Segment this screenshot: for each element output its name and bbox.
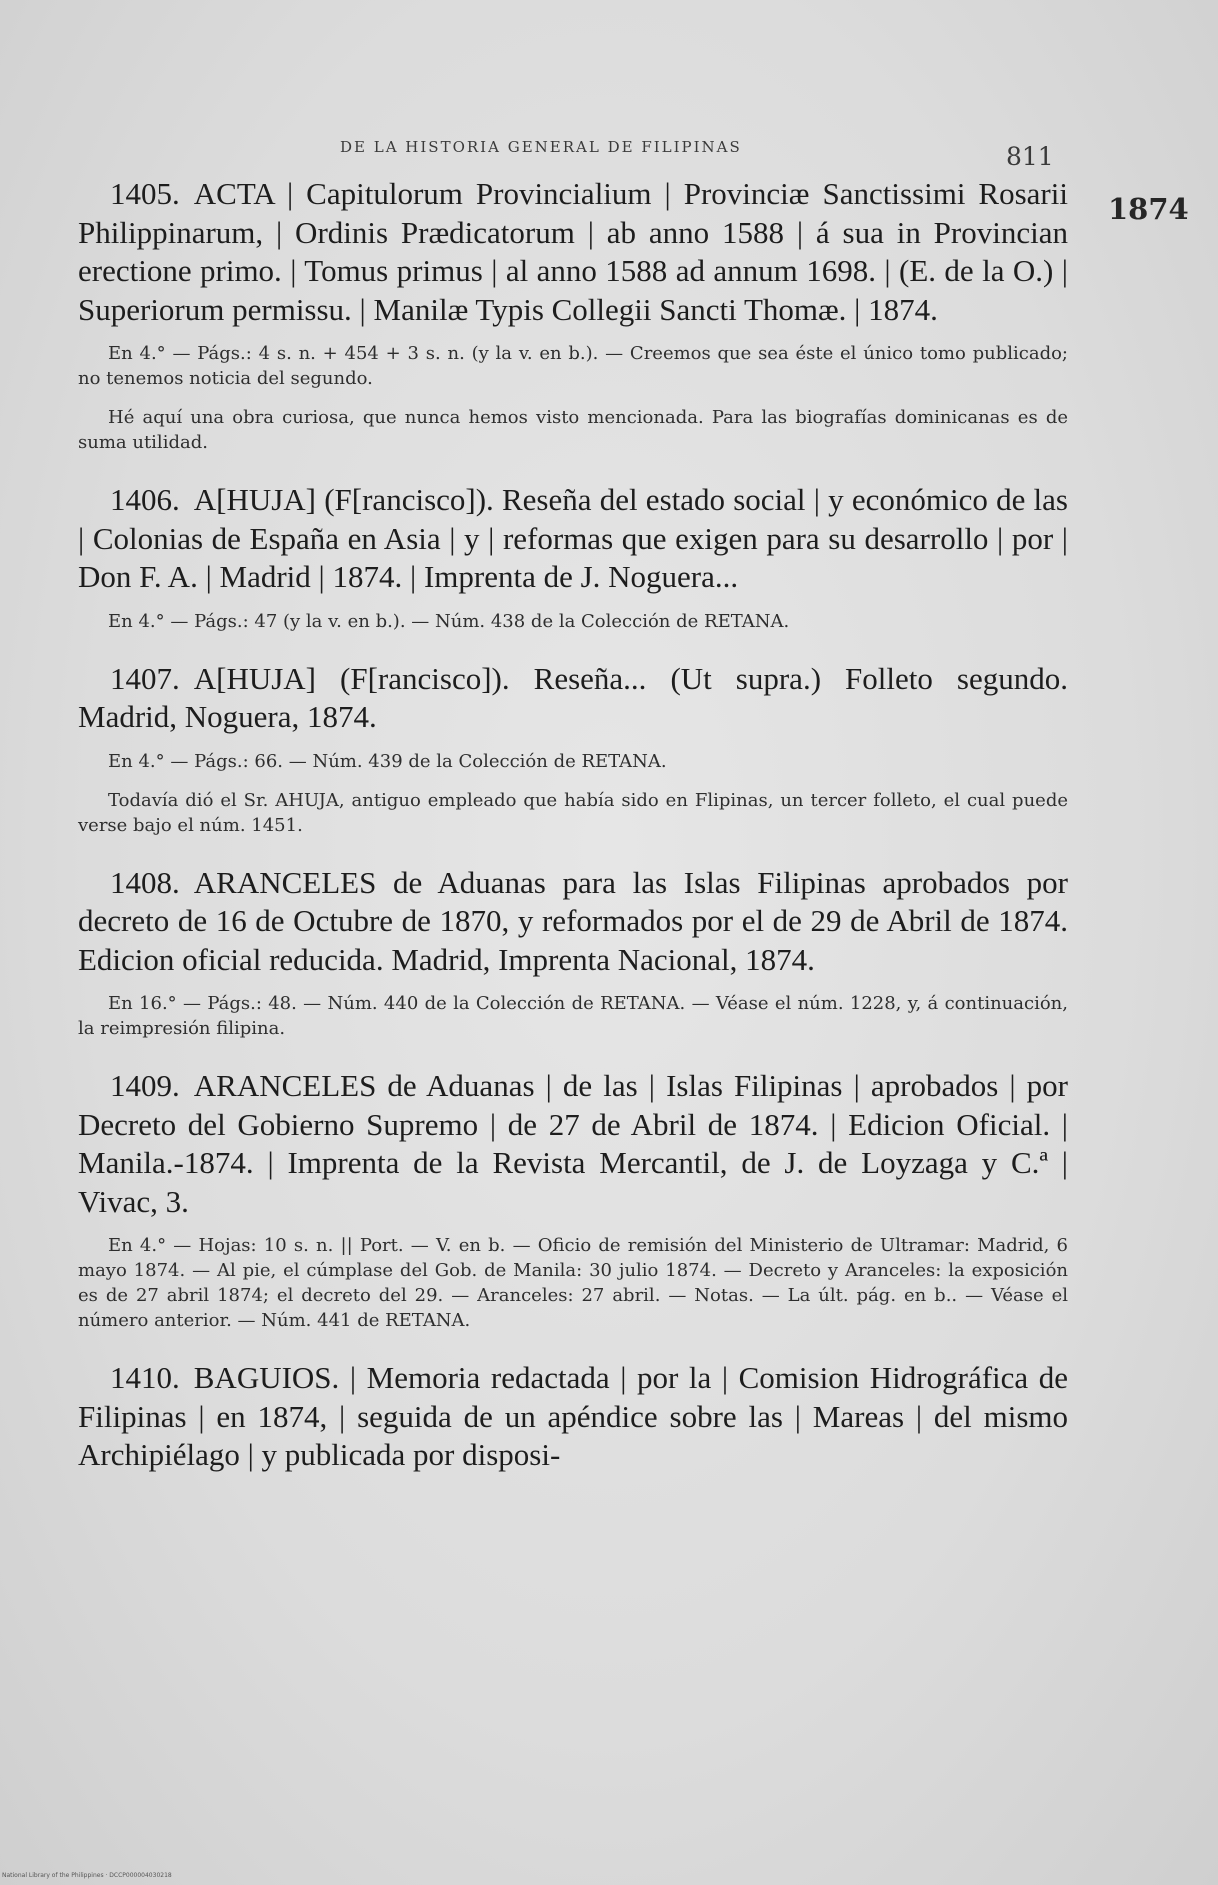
margin-year: 1874 xyxy=(1108,192,1189,226)
entry-text: ARANCELES de Aduanas | de las | Islas Filipinas | aprobados | por Decreto del Gobierno Supremo | de 27 de Abril de 1874. | Edicion Oficial. | Manila.-1874. | Imprenta de la Revista Mercantil, de J. de Loyzaga y C.ª | Vivac, 3. xyxy=(78,1068,1068,1219)
entry-number: 1410. xyxy=(110,1360,180,1395)
entry-text: BAGUIOS. | Memoria redactada | por la | Comision Hidrográfica de Filipinas | en 1874, | seguida de un apéndice sobre las | Mareas | del mismo Archipiélago | y publicada por disposi- xyxy=(78,1360,1068,1472)
entry-1408 xyxy=(78,864,1068,1042)
scan-credit: National Library of the Philippines · DCCP000004030218 xyxy=(2,1872,172,1879)
entry-1407 xyxy=(78,660,1068,838)
entry-note: Hé aquí una obra curiosa, que nunca hemos visto mencionada. Para las biografías dominicanas es de suma utilidad. xyxy=(78,407,1068,453)
entry-title xyxy=(78,864,1068,980)
entry-text: ARANCELES de Aduanas para las Islas Filipinas aprobados por decreto de 16 de Octubre de 1870, y reformados por el de 29 de Abril de 1874. Edicion oficial reducida. Madrid, Imprenta Nacional, 1874. xyxy=(78,864,1068,977)
entry-title xyxy=(78,175,1068,329)
entry-1409 xyxy=(78,1067,1068,1333)
entry-notes xyxy=(78,609,1068,634)
entry-note: En 4.° — Págs.: 47 (y la v. en b.). — Núm. 438 de la Colección de RETANA. xyxy=(108,610,790,632)
entry-notes xyxy=(78,991,1068,1041)
bibliography-entries xyxy=(78,175,1068,1501)
entry-note: En 4.° — Págs.: 66. — Núm. 439 de la Colección de RETANA. xyxy=(108,750,667,772)
entry-title xyxy=(78,481,1068,597)
entry-text: A[HUJA] (F[rancisco]). Reseña... (Ut supra.) Folleto segundo. Madrid, Noguera, 1874. xyxy=(78,660,1068,734)
entry-number: 1409. xyxy=(110,1068,180,1103)
entry-text: ACTA | Capitulorum Provincialium | Provinciæ Sanctissimi Rosarii Philippinarum, | Ordinis Prædicatorum | ab anno 1588 | á sua in Provincian erectione primo. | Tomus primus | al anno 1588 ad annum 1698. | (E. de la O.) | Superiorum permissu. | Manilæ Typis Collegii Sancti Thomæ. | 1874. xyxy=(78,176,1068,327)
entry-1410 xyxy=(78,1359,1068,1475)
entry-note: En 4.° — Hojas: 10 s. n. || Port. — V. en b. — Oficio de remisión del Ministerio de Ultramar: Madrid, 6 mayo 1874. — Al pie, el cúmplase del Gob. de Manila: 30 julio 1874. — Decreto y Aranceles: la exposición es de 27 abril 1874; el decreto del 29. — Aranceles: 27 abril. — Notas. — La últ. pág. en b.. — Véase el número anterior. — Núm. 441 de RETANA. xyxy=(78,1235,1068,1331)
entry-number: 1407. xyxy=(110,660,180,696)
entry-text: A[HUJA] (F[rancisco]). Reseña del estado social | y económico de las | Colonias de España en Asia | y | reformas que exigen para su desarrollo | por | Don F. A. | Madrid | 1874. | Imprenta de J. Noguera... xyxy=(78,482,1068,594)
entry-note: Todavía dió el Sr. AHUJA, antiguo empleado que había sido en Flipinas, un tercer folleto, el cual puede verse bajo el núm. 1451. xyxy=(78,789,1068,836)
entry-notes xyxy=(78,749,1068,838)
entry-title xyxy=(78,660,1068,737)
entry-note: En 4.° — Págs.: 4 s. n. + 454 + 3 s. n. (y la v. en b.). — Creemos que sea éste el único tomo publicado; no tenemos noticia del segundo. xyxy=(78,343,1068,389)
entry-notes xyxy=(78,341,1068,455)
running-head: DE LA HISTORIA GENERAL DE FILIPINAS xyxy=(340,138,742,156)
entry-1406 xyxy=(78,481,1068,634)
entry-number: 1408. xyxy=(110,864,180,900)
page-number: 811 xyxy=(1006,142,1054,171)
entry-title xyxy=(78,1359,1068,1475)
entry-1405 xyxy=(78,175,1068,455)
entry-number: 1406. xyxy=(110,482,180,517)
entry-title xyxy=(78,1067,1068,1221)
entry-number: 1405. xyxy=(110,176,180,211)
entry-notes xyxy=(78,1233,1068,1333)
entry-note: En 16.° — Págs.: 48. — Núm. 440 de la Colección de RETANA. — Véase el núm. 1228, y, á continuación, la reimpresión filipina. xyxy=(78,993,1068,1039)
